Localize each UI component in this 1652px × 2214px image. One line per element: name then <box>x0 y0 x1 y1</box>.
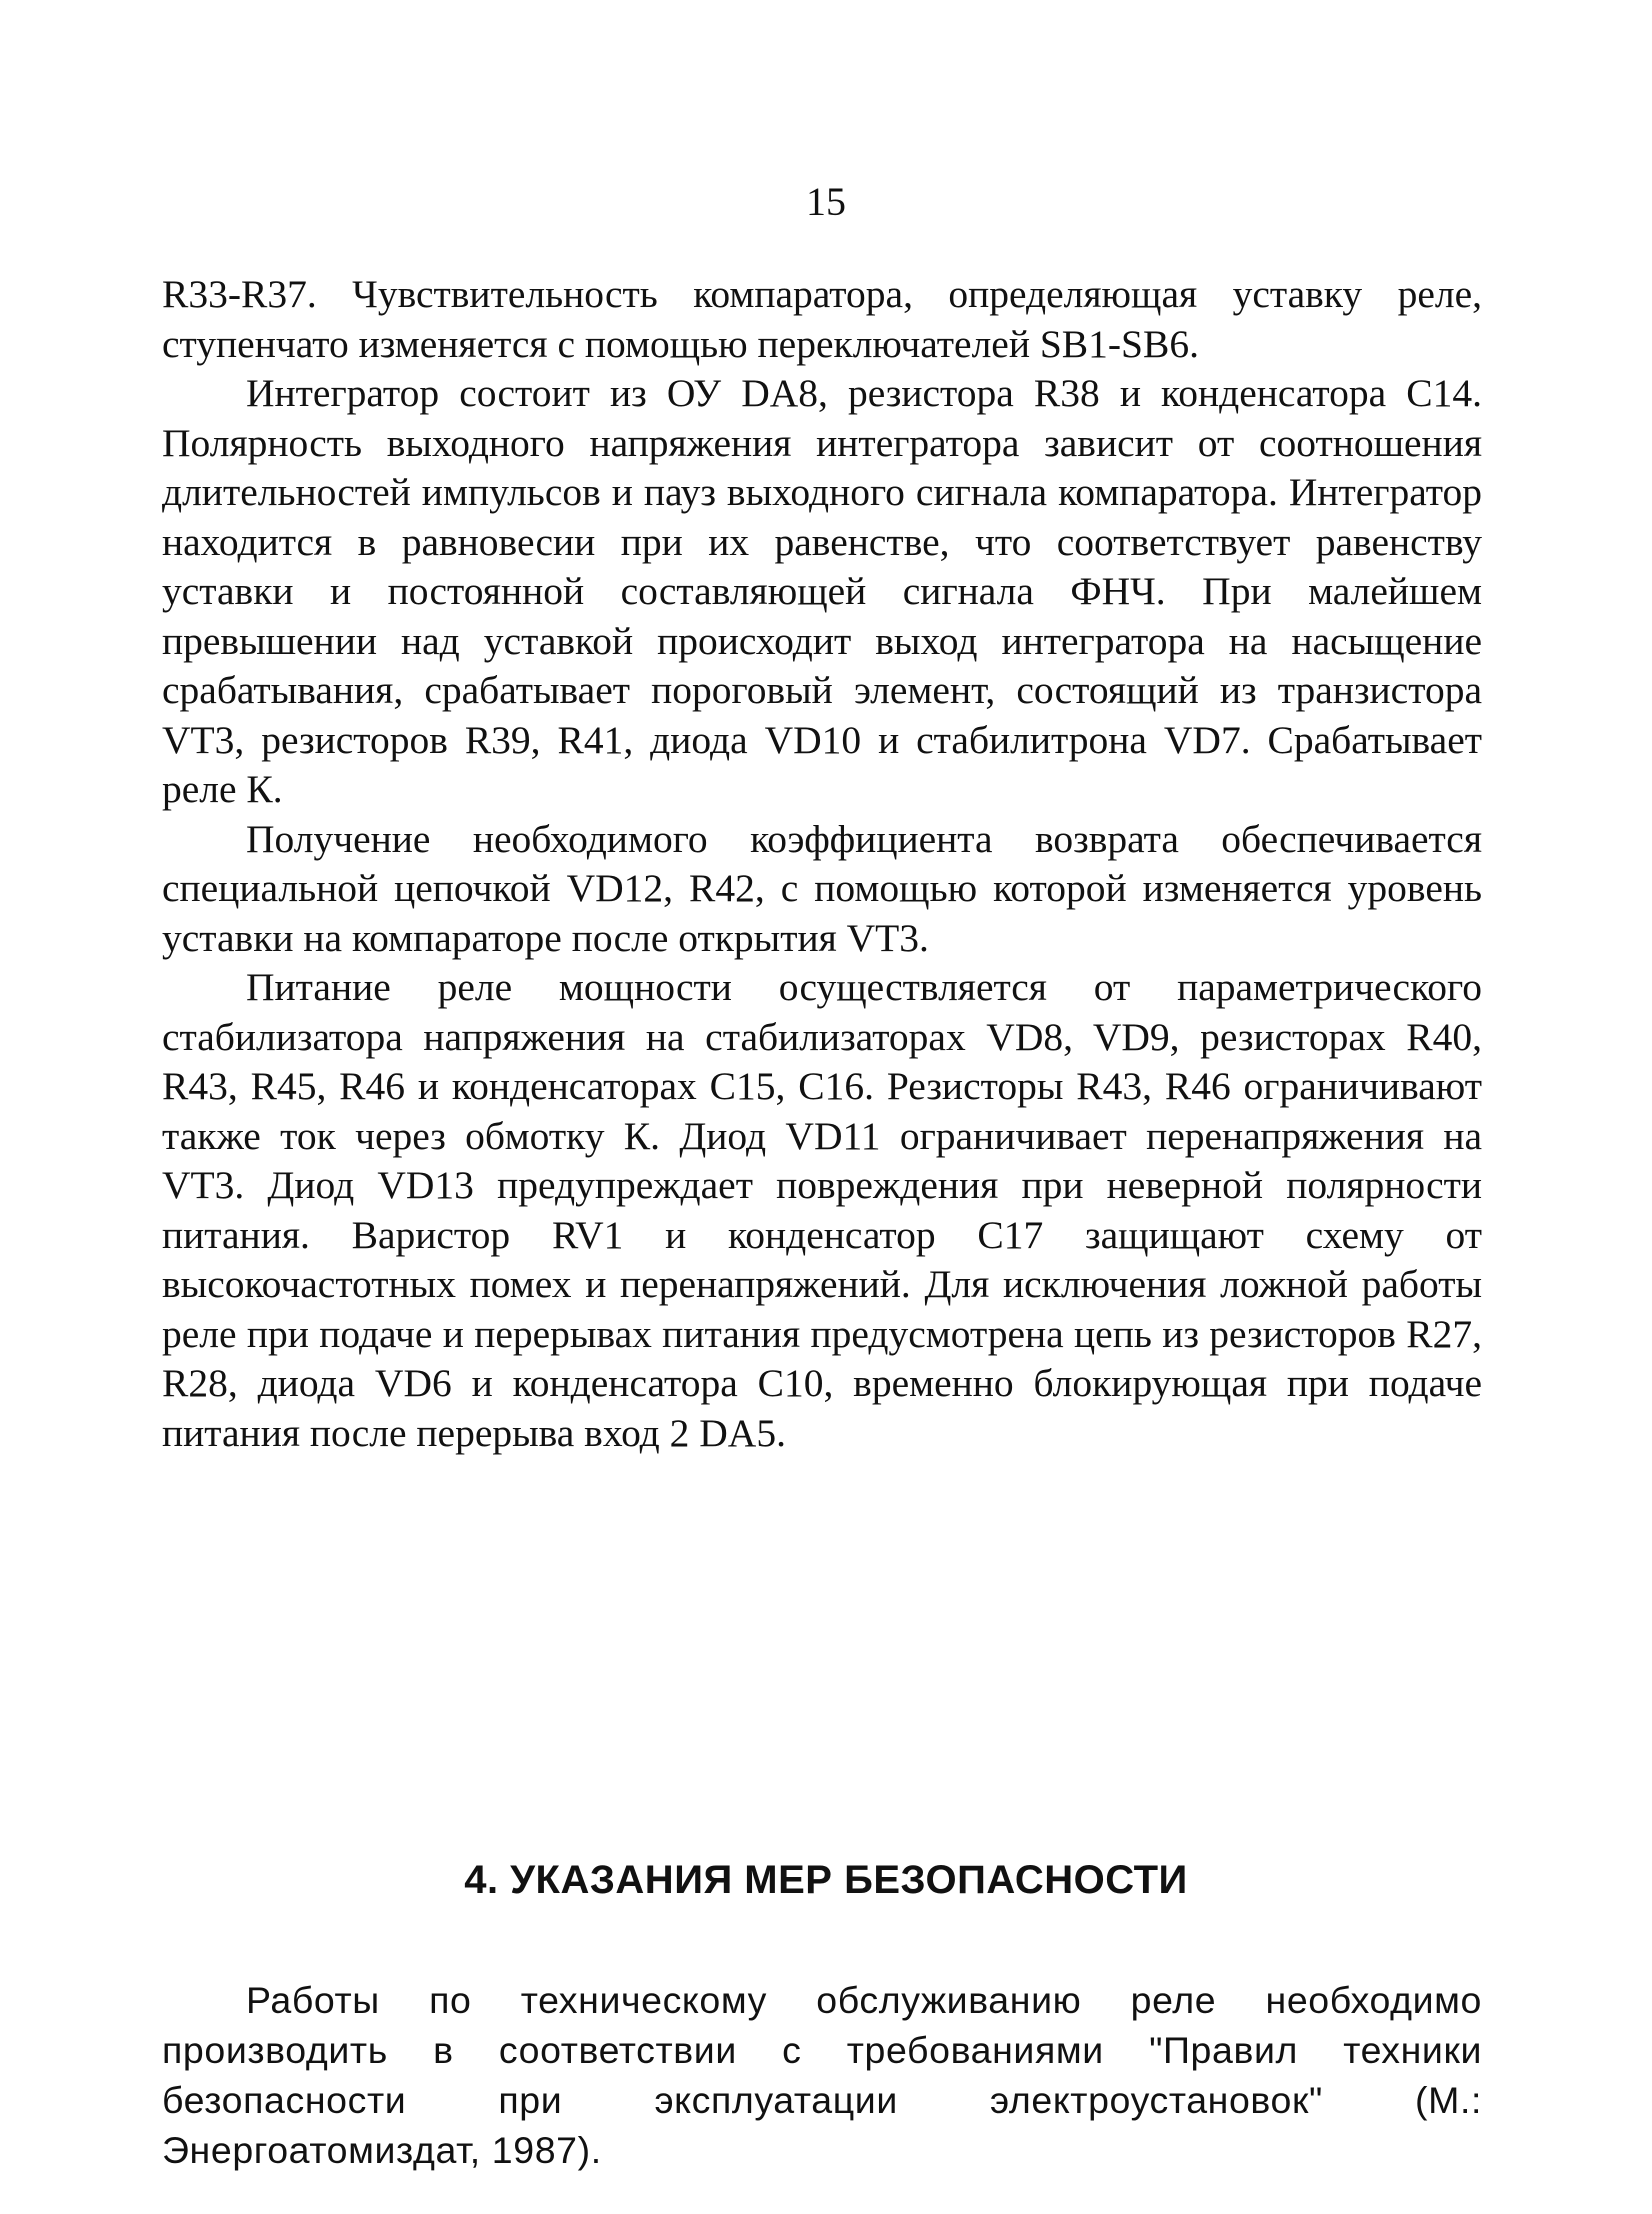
paragraph-power-supply: Питание реле мощности осуществляется от параметрического стабилизатора напряжения на стабилизаторах VD8, VD9, резисторах R40, R43, R45, R46 и конденсаторах С15, С16. Резисторы R43, R46 ограничивают также ток через обмотку К. Диод VD11 ограничивает перенапряжения на VT3. Диод VD13 предупреждает повреждения при неверной полярности питания. Варистор RV1 и конденсатор С17 защищают схему от высокочастотных помех и перенапряжений. Для исключения ложной работы реле при подаче и перерывах питания предусмотрена цепь из резисторов R27, R28, диода VD6 и конденсатора С10, временно блокирующая при подаче питания после перерыва вход 2 DA5. <box>162 965 1482 1455</box>
body-text <box>162 270 1482 1458</box>
section-heading: 4. УКАЗАНИЯ МЕР БЕЗОПАСНОСТИ <box>464 1858 1188 1902</box>
section-body <box>162 1975 1482 2175</box>
paragraph-return-coefficient: Получение необходимого коэффициента возврата обеспечивается специальной цепочкой VD12, R42, с помощью которой изменяется уровень уставки на компараторе после открытия VT3. <box>162 816 1482 960</box>
paragraph-safety: Работы по техническому обслуживанию реле необходимо производить в соответствии с требованиями "Правил техники безопасности при эксплуатации электроустановок" (М.: Энергоатомиздат, 1987). <box>162 1979 1482 2171</box>
paragraph-integrator: Интегратор состоит из ОУ DA8, резистора R38 и конденсатора С14. Полярность выходного напряжения интегратора зависит от соотношения длительностей импульсов и пауз выходного сигнала компаратора. Интегратор находится в равновесии при их равенстве, что соответствует равенству уставки и постоянной составляющей сигнала ФНЧ. При малейшем превышении над уставкой происходит выход интегратора на насыщение срабатывания, срабатывает пороговый элемент, состоящий из транзистора VT3, резисторов R39, R41, диода VD10 и стабилитрона VD7. Срабатывает реле К. <box>162 371 1482 811</box>
paragraph-continuation: R33-R37. Чувствительность компаратора, определяющая уставку реле, ступенчато изменяется с помощью переключателей SB1-SB6. <box>162 272 1482 366</box>
page-number: 15 <box>806 179 846 224</box>
